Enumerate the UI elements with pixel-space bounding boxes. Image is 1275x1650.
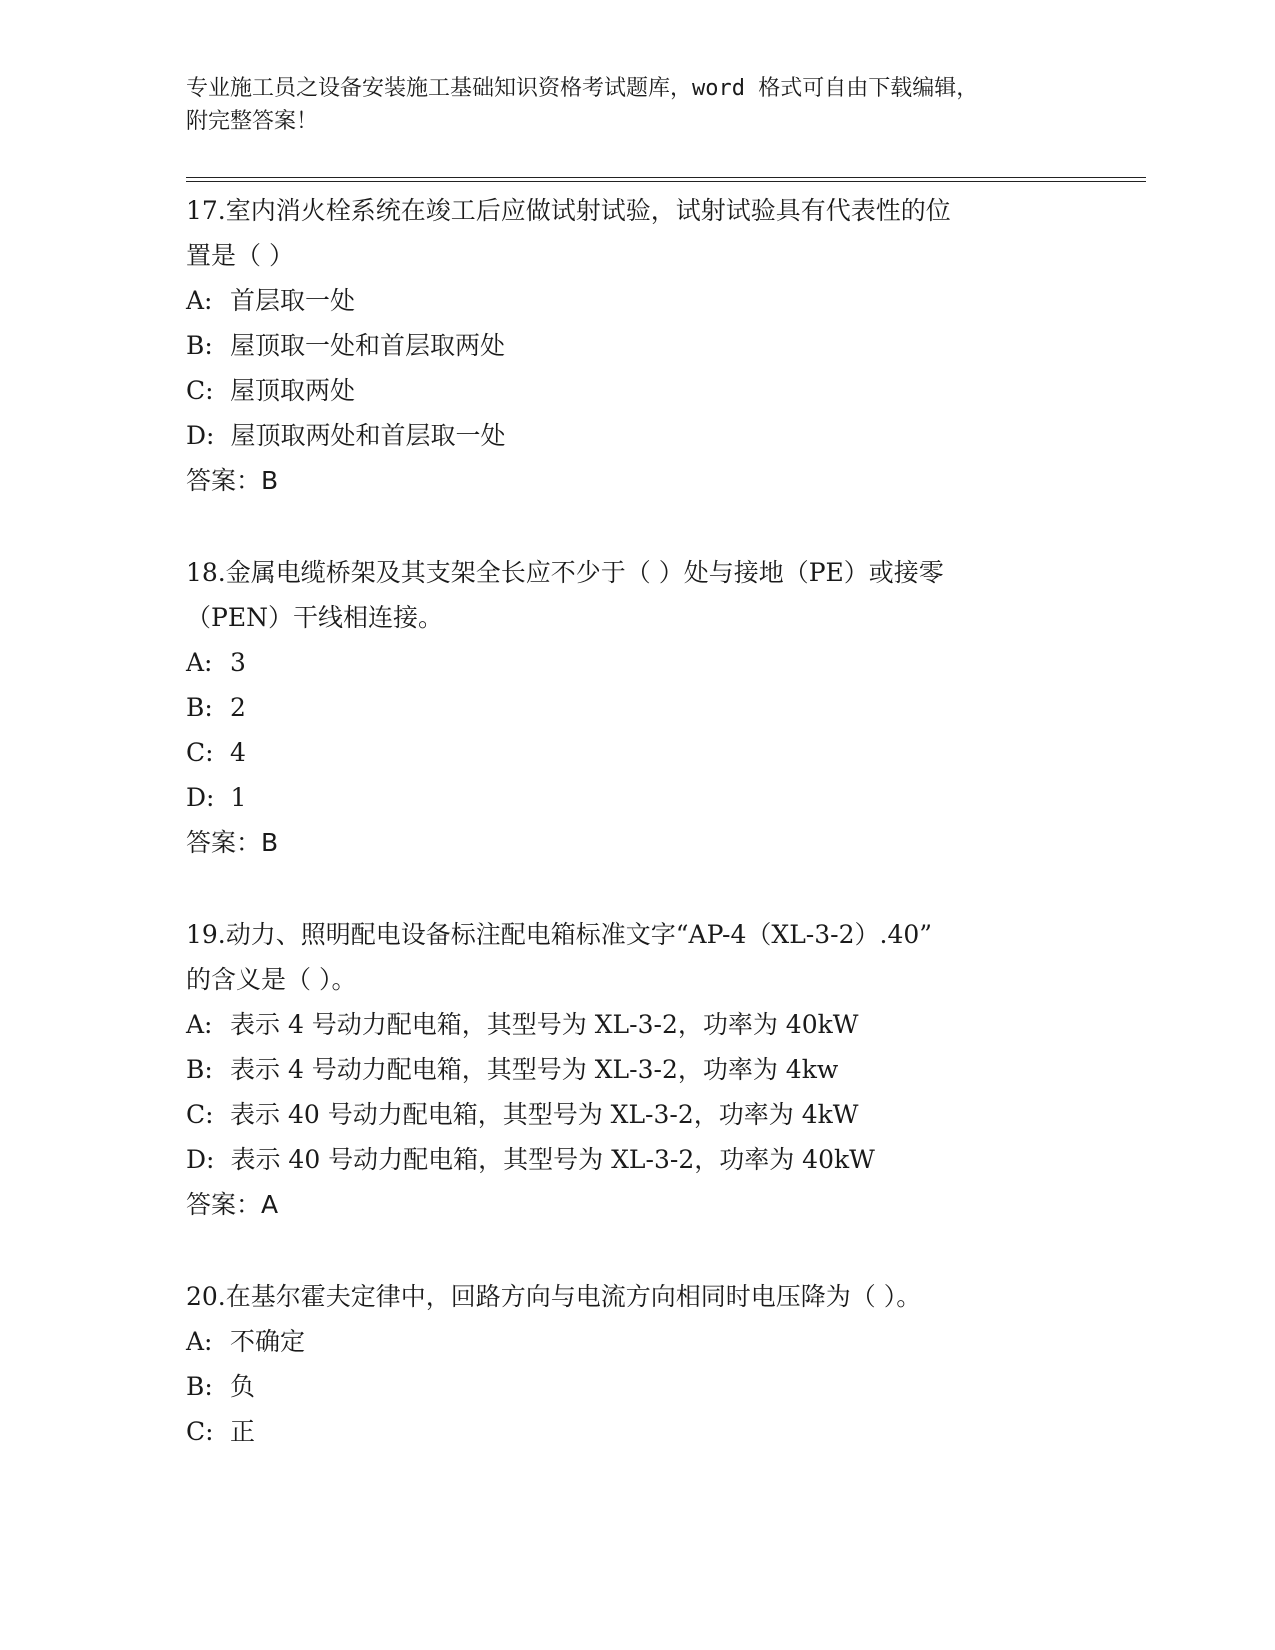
question-17 <box>186 188 1146 503</box>
option-c <box>186 1092 1146 1137</box>
option-letter: B: <box>186 693 213 722</box>
option-letter: D: <box>186 783 215 812</box>
option-letter: D: <box>186 421 215 450</box>
option-a <box>186 1319 1146 1364</box>
option-letter: B: <box>186 331 213 360</box>
option-letter: D: <box>186 1145 215 1174</box>
option-a <box>186 640 1146 685</box>
option-letter: A: <box>186 286 213 315</box>
option-letter: B: <box>186 1372 213 1401</box>
option-d <box>186 775 1146 820</box>
question-stem-line-1: 19.动力、照明配电设备标注配电箱标准文字“AP-4（XL-3-2）.40” <box>186 920 933 949</box>
option-c <box>186 730 1146 775</box>
option-text: 负 <box>230 1372 256 1401</box>
header-line-1: 专业施工员之设备安装施工基础知识资格考试题库，word 格式可自由下载编辑， <box>186 76 979 101</box>
option-text: 表示 4 号动力配电箱，其型号为 XL-3-2，功率为 4kw <box>230 1055 839 1084</box>
option-letter: A: <box>186 1327 213 1356</box>
option-a <box>186 1002 1146 1047</box>
option-text: 4 <box>230 738 246 767</box>
question-stem-line-2: 的含义是（ ）。 <box>186 965 357 994</box>
option-letter: B: <box>186 1055 213 1084</box>
option-d <box>186 413 1146 458</box>
option-letter: C: <box>186 1100 214 1129</box>
option-text: 表示 40 号动力配电箱，其型号为 XL-3-2，功率为 40kW <box>230 1145 875 1174</box>
question-stem-line-1: 20.在基尔霍夫定律中，回路方向与电流方向相同时电压降为（ ）。 <box>186 1282 922 1311</box>
option-text: 3 <box>230 648 246 677</box>
option-text: 屋顶取两处和首层取一处 <box>230 421 506 450</box>
answer-line: 答案：A <box>186 1190 279 1219</box>
question-list <box>186 188 1146 1501</box>
option-letter: C: <box>186 738 214 767</box>
option-text: 屋顶取一处和首层取两处 <box>230 331 506 360</box>
question-stem-line-2: （PEN）干线相连接。 <box>186 603 443 632</box>
option-c <box>186 368 1146 413</box>
option-text: 屋顶取两处 <box>230 376 356 405</box>
question-stem <box>186 1274 1146 1319</box>
option-text: 表示 40 号动力配电箱，其型号为 XL-3-2，功率为 4kW <box>230 1100 859 1129</box>
option-text: 不确定 <box>230 1327 306 1356</box>
question-stem <box>186 912 1146 1002</box>
option-b <box>186 1047 1146 1092</box>
question-stem-line-2: 置是（ ） <box>186 241 294 270</box>
answer-line: 答案：B <box>186 466 279 495</box>
option-b <box>186 323 1146 368</box>
question-19 <box>186 912 1146 1227</box>
option-b <box>186 1364 1146 1409</box>
option-letter: A: <box>186 648 213 677</box>
option-d <box>186 1137 1146 1182</box>
option-text: 首层取一处 <box>230 286 356 315</box>
question-stem <box>186 188 1146 278</box>
question-18 <box>186 550 1146 865</box>
option-letter: C: <box>186 1417 214 1446</box>
question-20 <box>186 1274 1146 1454</box>
option-text: 2 <box>230 693 246 722</box>
question-stem-line-1: 17.室内消火栓系统在竣工后应做试射试验，试射试验具有代表性的位 <box>186 196 951 225</box>
answer-line: 答案：B <box>186 828 279 857</box>
option-text: 1 <box>230 783 247 812</box>
option-letter: C: <box>186 376 214 405</box>
option-a <box>186 278 1146 323</box>
option-text: 表示 4 号动力配电箱，其型号为 XL-3-2，功率为 40kW <box>230 1010 859 1039</box>
option-b <box>186 685 1146 730</box>
option-letter: A: <box>186 1010 213 1039</box>
option-text: 正 <box>230 1417 256 1446</box>
question-stem-line-1: 18.金属电缆桥架及其支架全长应不少于（ ）处与接地（PE）或接零 <box>186 558 944 587</box>
document-header <box>186 72 1086 138</box>
option-c <box>186 1409 1146 1454</box>
question-stem <box>186 550 1146 640</box>
header-line-2: 附完整答案！ <box>186 109 319 134</box>
header-divider <box>186 177 1146 182</box>
